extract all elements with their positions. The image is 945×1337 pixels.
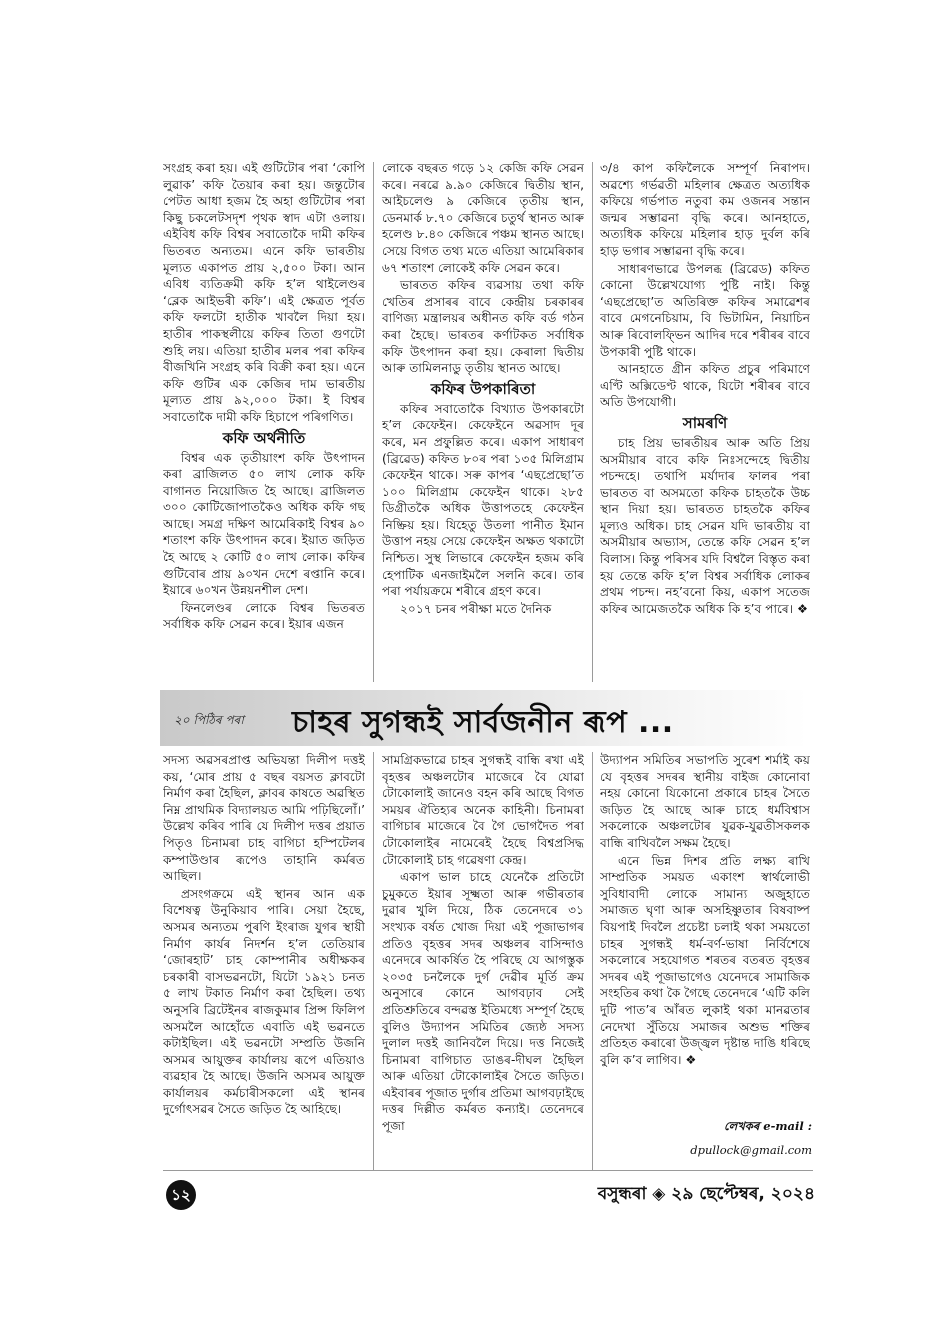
page-number: ১২ [166,1180,196,1210]
paragraph: আনহাতে গ্ৰীন কফিত প্ৰচুৰ পৰিমাণে এণ্টি অক্সিডেণ্ট থাকে, যিটো শৰীৰৰ বাবে অতি উপযোগী। [600,362,810,410]
paragraph: সামগ্ৰিকভাৱে চাহৰ সুগন্ধই বান্ধি ৰখা এই বৃহত্তৰ অঞ্চলটোৰ মাজেৰে বৈ যোৱা টোকোলাই জানেও বহন কৰি আছে বিগত সময়ৰ ঐতিহ্যৰ অনেক কাহিনী। চিনামৰা বাগিচাৰ মাজেৰে বৈ গৈ ভোগদৈত পৰা টোকোলাইৰ নামেৰেই হৈছে বিশ্বপ্ৰসিদ্ধ টোকোলাই চাহ গৱেষণা কেন্দ্ৰ। [382,753,584,867]
paragraph: বিশ্বৰ এক তৃতীয়াংশ কফি উৎপাদন কৰা ব্ৰাজিলত ৫০ লাখ লোক কফি বাগানত নিয়োজিত হৈ আছে। ব্ৰাজিলত ৩০০ কোটিজোপাতকৈও অধিক কফি গছ আছে। সমগ্ৰ দক্ষিণ আমেৰিকাই বিশ্বৰ ৯০ শতাংশ কফি উৎপাদন কৰে। ইয়াত জড়িত হৈ আছে ২ কোটি ৫০ লাখ লোক। কফিৰ গুটিবোৰ প্ৰায় ৯০খন দেশে ৰপ্তানি কৰে। ইয়াৰে ৬০খন উন্নয়নশীল দেশ। [163,450,365,598]
bottom-column-1 [163,752,365,1170]
paragraph: সংগ্ৰহ কৰা হয়। এই গুটিটোৰ পৰা ‘কোপি লুৱাক’ কফি তৈয়াৰ কৰা হয়। জন্তুটোৰ পেটত আধা হজম হৈ অহা গুটিটোৰ পৰা কিছু চকলেটসদৃশ পৃথক স্বাদ এটা ওলায়। এইবিধ কফি বিশ্বৰ সবাতোকৈ দামী কফিৰ ভিতৰত অন্যতম। এনে কফি ভাৰতীয় মূল্যত একাপত প্ৰায় ২,৫০০ টকা। আন এবিধ ব্যতিক্ৰমী কফি হ’ল থাইলেণ্ডৰ ‘ব্লেক আইভৰী কফি’। এই ক্ষেত্ৰত পূৰ্বত কফি ফলটো হাতীক খাবলৈ দিয়া হয়। হাতীৰ পাকস্থলীয়ে কফিৰ তিতা গুণটো শুহি লয়। এতিয়া হাতীৰ মলৰ পৰা কফিৰ বীজখিনি সংগ্ৰহ কৰি বিক্ৰী কৰা হয়। এনে কফি গুটিৰ এক কেজিৰ দাম ভাৰতীয় মূল্যত প্ৰায় ৯২,০০০ টকা। ই বিশ্বৰ সবাতোকৈ দামী কফি হিচাপে পৰিগণিত। [163,161,365,424]
magazine-footer: বসুন্ধৰা ◈ ২৯ ছেপ্টেম্বৰ, ২০২৪ [597,1184,815,1204]
top-column-3 [600,160,810,685]
top-column-2 [382,160,584,685]
section-heading-benefits: কফিৰ উপকাৰিতা [430,379,536,398]
section-heading-conclusion: সামৰণি [682,413,728,432]
article-banner [160,690,808,746]
paragraph: ভাৰতত কফিৰ ব্যৱসায় তথা কফি খেতিৰ প্ৰসাৰৰ বাবে কেন্দ্ৰীয় চৰকাৰৰ বাণিজ্য মন্ত্ৰালয়ৰ অধীনত কফি বৰ্ড গঠন কৰা হৈছে। ভাৰতৰ কৰ্ণাটকত সৰ্বাধিক কফি উৎপাদন কৰা হয়। কেৰালা দ্বিতীয় আৰু তামিলনাডু তৃতীয় স্থানত আছে। [382,278,584,376]
paragraph: প্ৰসংগক্ৰমে এই স্থানৰ আন এক বিশেষত্ব উনুকিয়াব পাৰি। সেয়া হৈছে, অসমৰ অন্যতম পুৰণি ইংৰাজ যুগৰ স্থায়ী নিৰ্মাণ কাৰ্যৰ নিদৰ্শন হ’ল তেতিয়াৰ ‘জোৰহাট’ চাহ কোম্পানীৰ অধীক্ষকৰ চৰকাৰী বাসভৱনটো, যিটো ১৯২১ চনত ৫ লাখ টকাত নিৰ্মাণ কৰা হৈছিল। তথ্য অনুসৰি ব্ৰিটেইনৰ ৰাজকুমাৰ প্ৰিন্স ফিলিপ অসমলৈ আহোঁতে এবাতি এই ভৱনতে কটাইছিল। এই ভৱনটো সম্প্ৰতি উজনি অসমৰ আয়ুক্তৰ কাৰ্যালয় ৰূপে এতিয়াও ব্যৱহাৰ হৈ আছে। উজনি অসমৰ আয়ুক্ত কাৰ্যালয়ৰ কৰ্মচাৰীসকলো এই স্থানৰ দুৰ্গোৎসৱৰ সৈতে জড়িত হৈ আহিছে। [163,886,365,1117]
bottom-column-2 [382,752,584,1170]
continued-from-tag: ২০ পিঠিৰ পৰা [174,713,244,727]
column-divider [373,162,374,682]
paragraph: এনে ভিন্ন দিশৰ প্ৰতি লক্ষ্য ৰাখি সাম্প্ৰতিক সময়ত একাংশ স্বাৰ্থলোভী সুবিধাবাদী লোকে সামান্য অজুহাতে সমাজত ঘৃণা আৰু অসহিষ্ণুতাৰ বিষবাষ্প বিয়পাই দিবলৈ প্ৰচেষ্টা চলাই থকা সময়তো চাহৰ সুগন্ধই ধৰ্ম-বৰ্ণ-ভাষা নিৰ্বিশেষে সকলোৰে সহযোগত শৰতৰ বতৰত বৃহত্তৰ সদৰৰ এই পূজাভাগেও যেনেদৰে সামাজিক সংহতিৰ কথা কৈ গৈছে তেনেদৰে ‘এটি কলি দুটি পাত’ৰ আঁৰত লুকাই থকা মানৱতাৰ নেদেখা সুঁতিয়ে সমাজৰ অশুভ শক্তিৰ প্ৰতিহত কৰাৰো উজ্জ্বল দৃষ্টান্ত দাঙি ধৰিছে বুলি ক’ব লাগিব। ❖ [600,853,810,1067]
section-heading-coffee-economy: কফি অৰ্থনীতি [222,428,306,447]
column-divider [373,752,374,1170]
paragraph: সদস্য অৱসৰপ্ৰাপ্ত অভিযন্তা দিলীপ দত্তই কয়, ‘মোৰ প্ৰায় ৫ বছৰ বয়সত ক্লাবটো নিৰ্মাণ কৰা হৈছিল, ক্লাবৰ কাষতে অৱস্থিত নিম্ন প্ৰাথমিক বিদ্যালয়ত আমি পঢ়িছিলোঁ।’ উল্লেখ কৰিব পাৰি যে দিলীপ দত্তৰ প্ৰয়াত পিতৃও চিনামৰা চাহ বাগিচা হস্পিটেলৰ কম্পাউণ্ডাৰ ৰূপেও তাহানি কৰ্মৰত আছিল। [163,753,365,884]
paragraph: লোকে বছৰত গড়ে ১২ কেজি কফি সেৱন কৰে। নৰৱে ৯.৯০ কেজিৰে দ্বিতীয় স্থান, আইচলেণ্ড ৯ কেজিৰে তৃতীয় স্থান, ডেনমাৰ্ক ৮.৭০ কেজিৰে চতুৰ্থ স্থানত আৰু হলেণ্ড ৮.৪০ কেজিৰে পঞ্চম স্থানত আছে। সেয়ে বিগত তথ্য মতে এতিয়া আমেৰিকাৰ ৬৭ শতাংশ লোকেই কফি সেৱন কৰে। [382,161,584,275]
article-title: চাহৰ সুগন্ধই সাৰ্বজনীন ৰূপ ... [292,705,674,740]
author-email-label: লেখকৰ e-mail : [723,1119,812,1133]
paragraph: সাধাৰণভাৱে উপলব্ধ (ব্ৰিৱেড) কফিত কোনো উল্লেখযোগ্য পুষ্টি নাই। কিন্তু ‘এছপ্ৰেছো’ত অতিৰিক্ত কফিৰ সমাৱেশৰ বাবে মেগনেচিয়াম, বি ভিটামিন, নিয়াচিন আৰু ৰিবোলফ্ভিন আদিৰ দৰে শৰীৰৰ বাবে উপকাৰী পুষ্টি থাকে। [600,261,810,359]
paragraph: ২০১৭ চনৰ পৰীক্ষা মতে দৈনিক [400,601,552,616]
paragraph: ফিনলেণ্ডৰ লোকে বিশ্বৰ ভিতৰত সৰ্বাধিক কফি সেৱন কৰে। ইয়াৰ এজন [163,600,365,632]
paragraph: একাপ ভাল চাহে যেনেকৈ প্ৰতিটো চুমুকতে ইয়াৰ সূক্ষ্মতা আৰু গভীৰতাৰ দুৱাৰ খুলি দিয়ে, ঠিক তেনেদৰে ৩১ সংখ্যক বৰ্ষত খোজ দিয়া এই পূজাভাগৰ প্ৰতিও বৃহত্তৰ সদৰ অঞ্চলৰ বাসিন্দাও এনেদৰে আকৰ্ষিত হৈ পৰিছে যে আগস্তুক ২০৩৫ চনলৈকে দুৰ্গ দেৱীৰ মূৰ্তি ক্ৰম অনুসাৰে কোনে আগবঢ়াব সেই প্ৰতিশ্ৰুতিৰে বন্দৱস্ত ইতিমধ্যে সম্পূৰ্ণ হৈছে বুলিও উদ্যাপন সমিতিৰ জ্যেষ্ঠ সদস্য দুলাল দত্তই জানিবলৈ দিয়ে। দত্ত নিজেই চিনামৰা বাগিচাত ডাঙৰ-দীঘল হৈছিল আৰু এতিয়া টোকোলাইৰ সৈতে জড়িত। এইবাৰৰ পূজাত দুৰ্গাৰ প্ৰতিমা আগবঢ়াইছে দত্তৰ দিল্লীত কৰ্মৰত কন্যাই। তেনেদৰে পূজা [382,870,584,1134]
footer-rule [163,1170,813,1171]
author-email: dpullock@gmail.com [690,1143,812,1157]
column-divider [592,162,593,682]
bottom-column-3 [600,752,810,1112]
paragraph: কফিৰ সবাতোকৈ বিখ্যাত উপকাৰটো হ’ল কেফেইন। কেফেইনে অৱসাদ দূৰ কৰে, মন প্ৰফুল্লিত কৰে। একাপ সাধাৰণ (ব্ৰিৱেড) কফিত ৮০ৰ পৰা ১৩৫ মিলিগ্ৰাম কেফেইন থাকে। সৰু কাপৰ ‘এছপ্ৰেছো’ত ১০০ মিলিগ্ৰাম কেফেইন থাকে। ২৮৫ ডিগ্ৰীতকৈ অধিক উত্তাপতহে কেফেইন নিষ্ক্ৰিয় হয়। যিহেতু উতলা পানীত ইমান উত্তাপ নহয় সেয়ে কেফেইন অক্ষত থকাটো নিশ্চিত। সুস্থ লিভাৰে কেফেইন হজম কৰি হেপাটিক এনজাইমলৈ সলনি কৰে। তাৰ পৰা পৰ্যায়ক্ৰমে শৰীৰে গ্ৰহণ কৰে। [382,401,584,599]
paragraph: চাহ প্ৰিয় ভাৰতীয়ৰ আৰু অতি প্ৰিয় অসমীয়াৰ বাবে কফি নিঃসন্দেহে দ্বিতীয় পচন্দহে। তথাপি মৰ্যাদাৰ ফালৰ পৰা ভাৰতত বা অসমতো কফিক চাহতকৈ উচ্চ স্থান দিয়া হয়। ভাৰতত চাহতকৈ কফিৰ মূল্যও অধিক। চাহ সেৱন যদি ভাৰতীয় বা অসমীয়াৰ অভ্যাস, তেন্তে কফি সেৱন হ’ল বিলাস। কিন্তু পৰিসৰ যদি বিশ্বলৈ বিস্তৃত কৰা হয় তেন্তে কফি হ’ল বিশ্বৰ সৰ্বাধিক লোকৰ প্ৰথম পচন্দ। নহ’বনো কিয়, একাপ সতেজ কফিৰ আমেজতকৈ অধিক কি হ’ব পাৰে। ❖ [600,435,810,616]
top-column-1 [163,160,365,685]
paragraph: ৩/৪ কাপ কফিলৈকে সম্পূৰ্ণ নিৰাপদ। অৱশ্যে গৰ্ভৱতী মহিলাৰ ক্ষেত্ৰত অত্যধিক কফিয়ে গৰ্ভপাত নতুবা কম ওজনৰ সন্তান জন্মৰ সম্ভাৱনা বৃদ্ধি কৰে। আনহাতে, অত্যধিক কফিয়ে মহিলাৰ হাড় দুৰ্বল কৰি হাড় ভগাৰ সম্ভাৱনা বৃদ্ধি কৰে। [600,161,810,258]
paragraph: উদ্যাপন সমিতিৰ সভাপতি সুৰেশ শৰ্মাই কয় যে বৃহত্তৰ সদৰৰ স্থানীয় বাইজ কোনোবা নহয় কোনো যিকোনো প্ৰকাৰে চাহৰ সৈতে জড়িত হৈ আছে আৰু চাহে ধৰ্মবিশ্বাস সকলোকে অঞ্চলটোৰ যুৱক-যুৱতীসকলক বান্ধি ৰাখিবলৈ সক্ষম হৈছে। [600,753,810,850]
column-divider [592,752,593,1170]
